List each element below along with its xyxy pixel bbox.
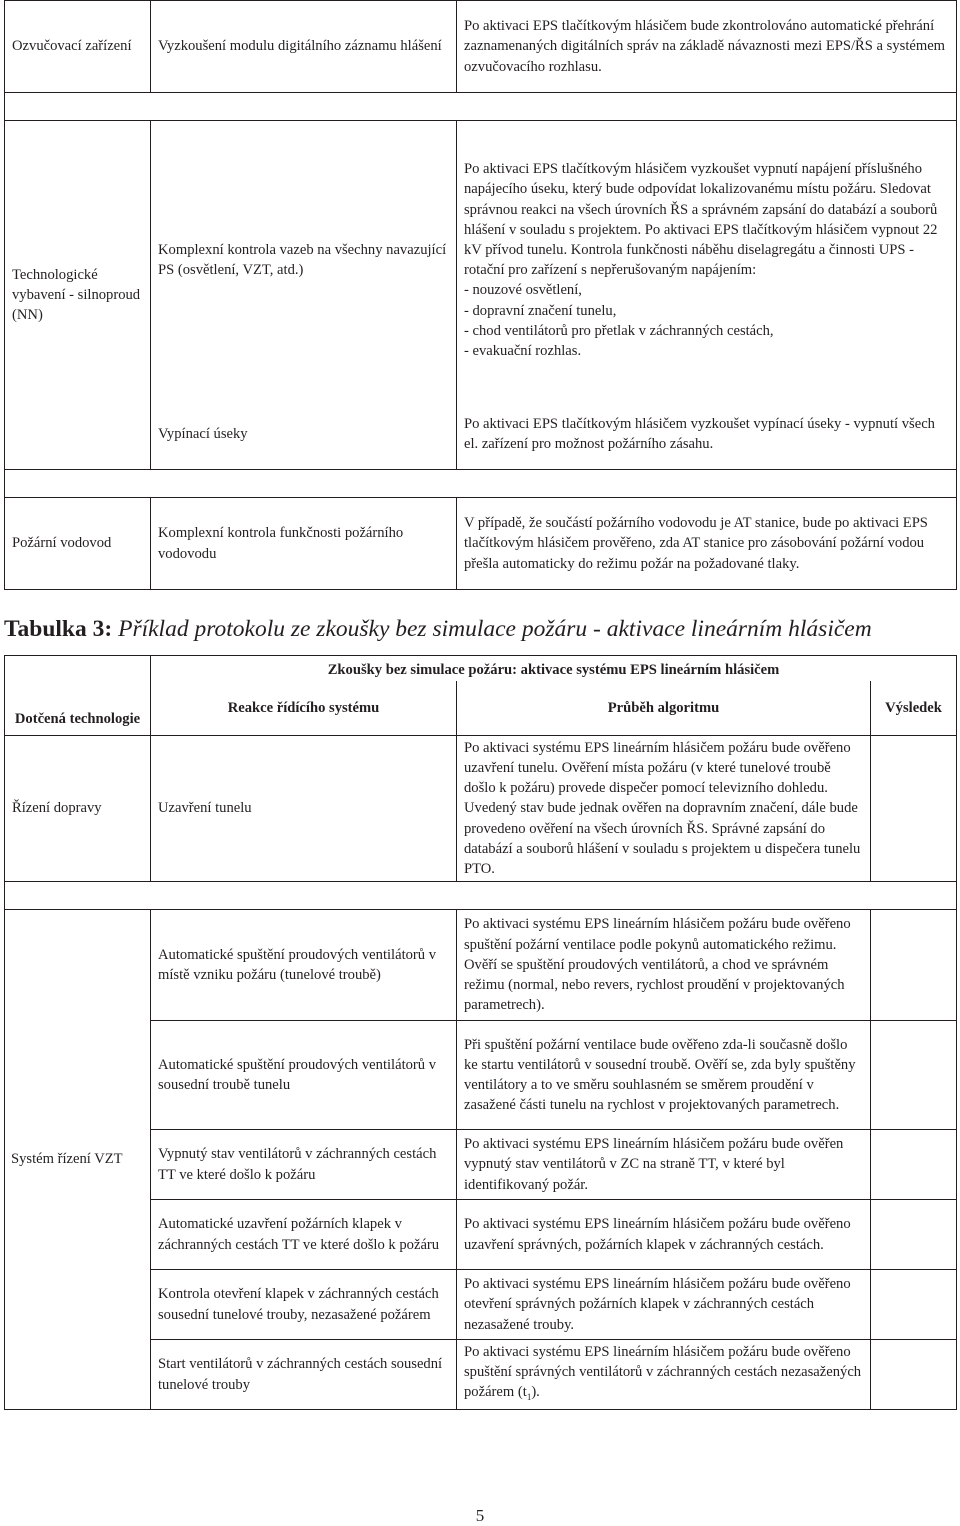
- table-row: [5, 1, 957, 93]
- algorithm-cell: Po aktivaci systému EPS lineárním hlásičem požáru bude ověřeno spuštění požární ventilace podle pokynů automatického režimu. Ověří se spuštění proudových ventilátorů, a chod ve správném režimu (normal, nebo revers, rychlost proudění v projektovaných parametrech).: [457, 910, 871, 1021]
- result-cell: [871, 736, 957, 882]
- reaction-cell: Automatické spuštění proudových ventilátorů v sousední troubě tunelu: [151, 1021, 457, 1130]
- reaction-cell: Uzavření tunelu: [151, 736, 457, 882]
- category-cell: Technologické vybavení - silnoproud (NN): [5, 121, 151, 470]
- algorithm-cell: Po aktivaci systému EPS lineárním hlásičem požáru bude ověřeno uzavření tunelu. Ověření místa požáru (v které tunelové troubě došlo k požáru) provede dispečer pomocí televizního dohledu. Uvedený stav bude jednak ověřen na dopravním značení, dále bude provedeno ověření na všech úrovních ŘS. Správné zapsání do databází a souborů hlášení v souladu s projektem u dispečera tunelu PTO.: [457, 736, 871, 882]
- table-protocol: [4, 655, 957, 1410]
- category-cell: Ozvučovací zařízení: [5, 1, 151, 93]
- algorithm-cell: Při spuštění požární ventilace bude ověřeno zda-li současně došlo ke startu ventilátorů v sousední troubě. Ověří se, zda byly spuštěny ventilátory a to ve směru souhlasném se směrem proudění v zasažené části tunelu na rychlost v projektovaných parametrech.: [457, 1021, 871, 1130]
- table-row: [5, 736, 957, 882]
- subscript-index: 1: [526, 1392, 532, 1403]
- reaction-cell: Kontrola otevření klapek v záchranných cestách sousední tunelové trouby, nezasažené požárem: [151, 1270, 457, 1340]
- header-main: Zkoušky bez simulace požáru: aktivace systému EPS lineárním hlásičem: [151, 656, 957, 681]
- result-cell: [871, 1130, 957, 1200]
- test-cell: Vypínací úseky: [151, 400, 457, 470]
- header-technology: Dotčená technologie: [5, 656, 151, 736]
- spacer-row: [5, 470, 957, 498]
- reaction-cell: Vypnutý stav ventilátorů v záchranných cestách TT ve které došlo k požáru: [151, 1130, 457, 1200]
- category-cell: Řízení dopravy: [5, 736, 151, 882]
- table-row: [5, 498, 957, 590]
- reaction-cell: Start ventilátorů v záchranných cestách sousední tunelové trouby: [151, 1340, 457, 1410]
- table-row: [5, 121, 957, 400]
- table-technology-tests: [4, 0, 957, 590]
- result-cell: Po aktivaci EPS tlačítkovým hlásičem vyzkoušet vypínací úseky - vypnutí všech el. zařízení pro možnost požárního zásahu.: [457, 400, 957, 470]
- result-cell: [871, 1340, 957, 1410]
- test-cell: Vyzkoušení modulu digitálního záznamu hlášení: [151, 1, 457, 93]
- header-result: Výsledek: [871, 681, 957, 736]
- header-reaction: Reakce řídícího systému: [151, 681, 457, 736]
- spacer-row: [5, 882, 957, 910]
- caption-label: Tabulka 3:: [4, 616, 113, 642]
- algorithm-cell: Po aktivaci systému EPS lineárním hlásičem požáru bude ověřen vypnutý stav ventilátorů v ZC na straně TT, v které byl identifikovaný požár.: [457, 1130, 871, 1200]
- spacer-row: [5, 93, 957, 121]
- algorithm-text-end: ).: [531, 1384, 540, 1401]
- algorithm-cell: Po aktivaci systému EPS lineárním hlásičem požáru bude ověřeno otevření správných požárních klapek v záchranných cestách nezasažené trouby.: [457, 1270, 871, 1340]
- result-cell: [871, 1270, 957, 1340]
- table-row: [5, 910, 957, 1021]
- result-cell: Po aktivaci EPS tlačítkovým hlásičem vyzkoušet vypnutí napájení příslušného napájecího úseku, který bude odpovídat lokalizovanému místu požáru. Sledovat správnou reakci na všech úrovních ŘS a správném zapsání do databází a souborů hlášení v souladu s projektem. Po aktivaci EPS tlačítkovým hlásičem vypnout 22 kV přívod tunelu. Kontrola funkčnosti náběhu diselagregátu a činnosti UPS - rotační pro zařízení s nepřerušovaným napájením: - nouzové osvětlení, - dopravní značení tunelu, - chod ventilátorů pro přetlak v záchranných cestách, - evakuační rozhlas.: [457, 121, 957, 400]
- algorithm-cell: [457, 1340, 871, 1410]
- result-cell: [871, 1021, 957, 1130]
- header-row: [5, 656, 957, 681]
- result-cell: V případě, že součástí požárního vodovodu je AT stanice, bude po aktivaci EPS tlačítkovým hlásičem prověřeno, zda AT stanice pro zásobování požární vodou přešla automaticky do režimu požár na požadované tlaky.: [457, 498, 957, 590]
- algorithm-cell: Po aktivaci systému EPS lineárním hlásičem požáru bude ověřeno uzavření správných, požárních klapek v záchranných cestách.: [457, 1200, 871, 1270]
- test-cell: Komplexní kontrola funkčnosti požárního vodovodu: [151, 498, 457, 590]
- header-algorithm: Průběh algoritmu: [457, 681, 871, 736]
- category-cell: Systém řízení VZT: [5, 910, 151, 1410]
- result-cell: [871, 1200, 957, 1270]
- reaction-cell: Automatické uzavření požárních klapek v záchranných cestách TT ve které došlo k požáru: [151, 1200, 457, 1270]
- result-cell: [871, 910, 957, 1021]
- reaction-cell: Automatické spuštění proudových ventilátorů v místě vzniku požáru (tunelové troubě): [151, 910, 457, 1021]
- algorithm-text: Po aktivaci systému EPS lineárním hlásičem požáru bude ověřeno spuštění správných ventilátorů v záchranných cestách nezasažených požárem (t: [464, 1343, 862, 1401]
- caption-text: Příklad protokolu ze zkoušky bez simulace požáru - aktivace lineárním hlásičem: [112, 616, 872, 642]
- page-number: 5: [475, 1506, 485, 1525]
- category-cell: Požární vodovod: [5, 498, 151, 590]
- test-cell: Komplexní kontrola vazeb na všechny navazující PS (osvětlení, VZT, atd.): [151, 121, 457, 400]
- result-cell: Po aktivaci EPS tlačítkovým hlásičem bude zkontrolováno automatické přehrání zaznamenaných digitálních správ na základě návaznosti mezi EPS/ŘS a systémem ozvučovacího rozhlasu.: [457, 1, 957, 93]
- table-caption: [4, 614, 872, 644]
